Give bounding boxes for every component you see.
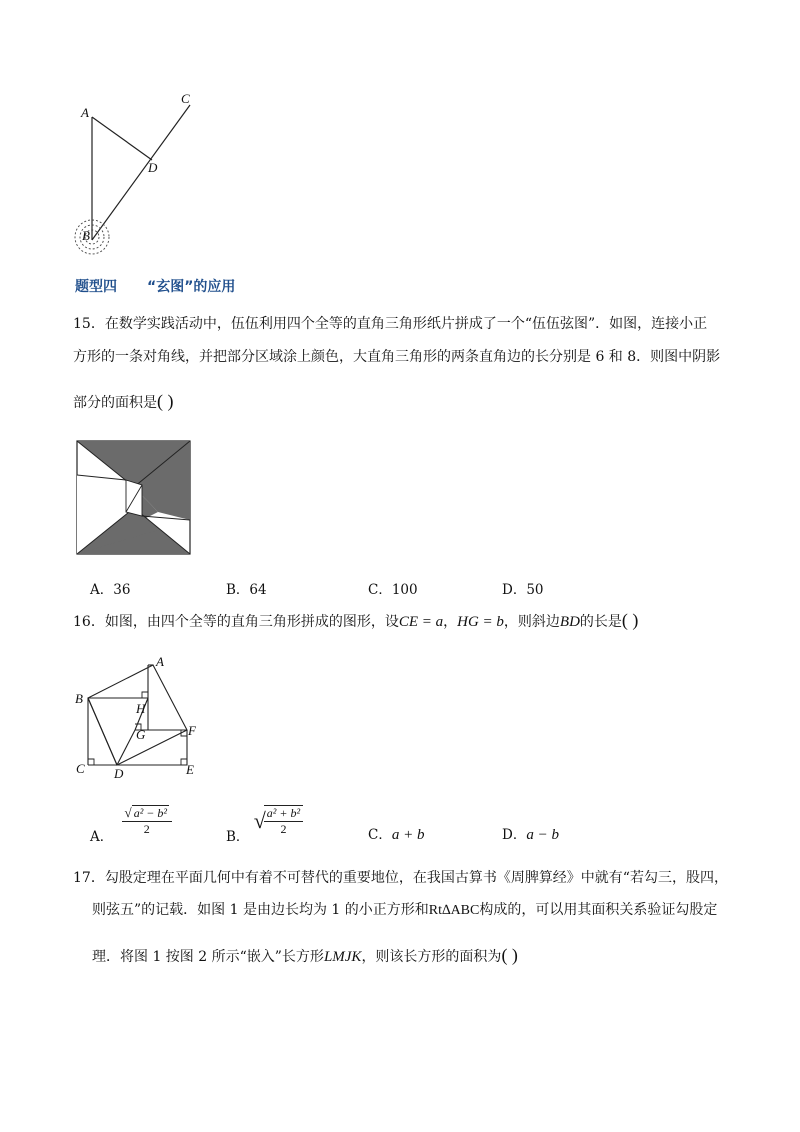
q15-line1: 15．在数学实践活动中，伍伍利用四个全等的直角三角形纸片拼成了一个“伍伍弦图”．如图，连接小正: [73, 316, 708, 332]
q16-option-c[interactable]: [368, 823, 424, 844]
q16-answer-paren: ( ): [621, 610, 639, 630]
q15-option-b-letter: B．: [226, 582, 250, 598]
fig16-label-b: B: [75, 691, 83, 706]
q15-option-a-letter: A．: [90, 582, 114, 598]
q16-option-a-letter: A．: [90, 829, 114, 845]
q15-figure: [76, 440, 192, 556]
section-title: [75, 276, 235, 296]
q15-option-b-value: 64: [249, 582, 267, 598]
q17-line3-b: ，则该长方形的面积为: [361, 949, 502, 965]
section-title-part2: “玄图”的应用: [147, 279, 236, 295]
label-c: C: [181, 91, 190, 106]
q17-line2-a: 则弦五”的记载．如图 1 是由边长均为 1 的小正方形和: [92, 902, 429, 918]
q17-lmjk: LMJK: [323, 949, 362, 965]
q16-figure: [72, 655, 212, 780]
figure-top-triangle: [60, 85, 220, 265]
q15-option-a-value: 36: [113, 582, 131, 598]
q16-option-c-value: a + b: [391, 827, 425, 843]
label-b: B: [82, 228, 90, 243]
q15-line2: 方形的一条对角线，并把部分区域涂上颜色，大直角三角形的两条直角边的长分别是 6 和 8．则图中阴影: [73, 349, 721, 365]
q16-hg: HG = b: [457, 614, 504, 630]
q16-option-a-den: 2: [143, 822, 150, 836]
q15-option-a[interactable]: [90, 578, 130, 598]
q16-option-b-den: 2: [280, 822, 287, 836]
fig16-label-f: F: [188, 723, 196, 738]
q17-answer-paren: ( ): [501, 945, 518, 965]
q16-option-b[interactable]: [226, 797, 303, 845]
fig16-label-g: G: [136, 727, 146, 742]
q17-line2: [92, 900, 717, 921]
q16-post: 的长是: [579, 614, 622, 630]
q16-option-b-fraction: [264, 805, 303, 837]
q16-option-a[interactable]: [90, 797, 172, 845]
fig16-label-e: E: [186, 762, 194, 777]
q15-option-c-value: 100: [391, 582, 418, 598]
label-a: A: [81, 105, 89, 120]
fig16-label-a: A: [156, 654, 164, 669]
section-title-part1: 题型四: [75, 279, 117, 295]
q16-option-b-num: a² + b²: [264, 806, 303, 822]
q16-comma: ，: [443, 614, 458, 630]
q17-line3-a: 理．将图 1 按图 2 所示“嵌入”长方形: [92, 949, 324, 965]
label-d: D: [148, 160, 158, 175]
q15-line3: [73, 391, 174, 413]
q15-option-d-value: 50: [526, 582, 544, 598]
pinwheel-square-diagram: [76, 440, 192, 556]
fig16-label-h: H: [136, 701, 146, 716]
q16-option-c-letter: C．: [368, 827, 392, 843]
q16-option-a-num: a² − b²: [133, 806, 167, 820]
q16-option-b-letter: B．: [226, 829, 250, 845]
q16-option-d-value: a − b: [526, 827, 559, 843]
q17-line2-b: 构成的，可以用其面积关系验证勾股定: [479, 902, 718, 918]
q16-option-d[interactable]: [502, 823, 559, 844]
q17-rt: Rt∆ABC: [428, 903, 480, 918]
q16-bd: BD: [559, 614, 580, 630]
q16-ce: CE = a: [398, 614, 444, 630]
q16-mid: ，则斜边: [503, 614, 560, 630]
q15-option-b[interactable]: [226, 578, 267, 598]
q15-option-d-letter: D．: [502, 582, 527, 598]
fig16-label-c: C: [76, 761, 85, 776]
q15-answer-paren: ( ): [157, 391, 174, 411]
sqrt-icon: √: [253, 808, 266, 833]
q15-option-d[interactable]: [502, 578, 544, 598]
fig16-label-d: D: [114, 766, 124, 781]
q16-option-a-fraction: $\frac{\text{√ a² − b²}}{2}$: [122, 805, 172, 837]
q17-line3: [92, 945, 518, 967]
q16-stem: [73, 610, 638, 632]
q17-line1: 17．勾股定理在平面几何中有着不可替代的重要地位，在我国古算书《周脾算经》中就有“若勾三，股四，: [73, 870, 728, 886]
q16-option-d-letter: D．: [502, 827, 527, 843]
q15-option-c-letter: C．: [368, 582, 392, 598]
q15-option-c[interactable]: [368, 578, 418, 598]
q15-line3-text: 部分的面积是: [73, 395, 157, 411]
q16-stem-pre: 16．如图，由四个全等的直角三角形拼成的图形，设: [73, 614, 399, 630]
